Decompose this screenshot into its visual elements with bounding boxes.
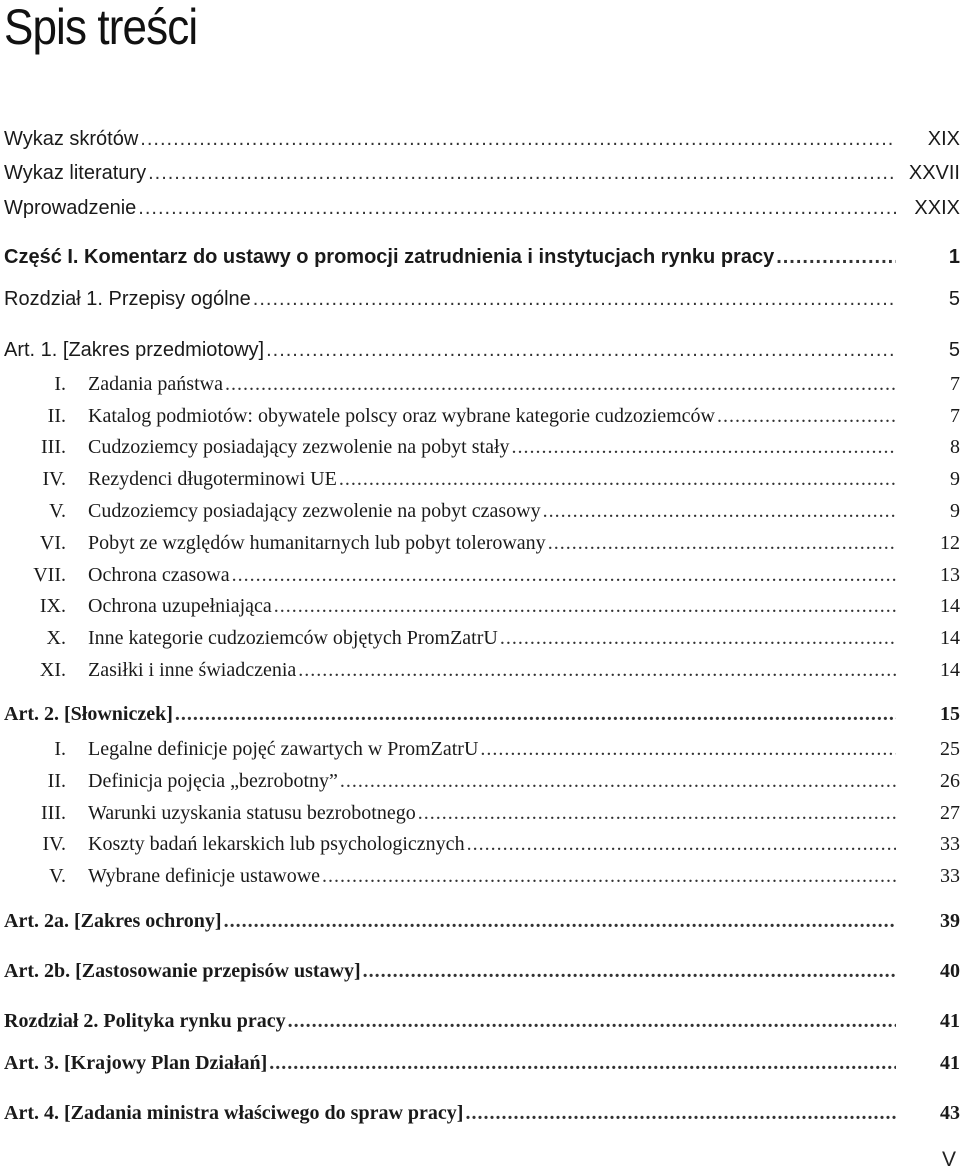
toc-entry-page: 33 bbox=[940, 865, 960, 887]
toc-dot-leader bbox=[480, 735, 896, 763]
toc-entry[interactable] bbox=[4, 862, 960, 890]
toc-entry-page: 7 bbox=[950, 405, 960, 427]
toc-entry-label: Katalog podmiotów: obywatele polscy oraz wybrane kategorie cudzoziemców bbox=[88, 405, 716, 427]
toc-entry[interactable] bbox=[4, 735, 960, 763]
toc-entry-page: XXIX bbox=[914, 197, 960, 219]
toc-dot-leader bbox=[500, 624, 896, 652]
toc-entry-number: VI. bbox=[39, 532, 66, 554]
toc-entry-number: I. bbox=[54, 373, 66, 395]
toc-entry-page: 7 bbox=[950, 373, 960, 395]
toc-entry-page: 41 bbox=[940, 1052, 960, 1074]
toc-entry[interactable] bbox=[4, 125, 960, 153]
toc-entry-label: Cudzoziemcy posiadający zezwolenie na pobyt czasowy bbox=[88, 500, 541, 522]
toc-entry-page: 26 bbox=[940, 770, 960, 792]
toc-entry-page: 39 bbox=[940, 910, 960, 932]
toc-dot-leader bbox=[148, 159, 896, 187]
toc-entry[interactable] bbox=[4, 907, 960, 935]
toc-entry-page: 40 bbox=[940, 960, 960, 982]
toc-entry-label: Wprowadzenie bbox=[4, 197, 137, 219]
toc-entry-number: IV. bbox=[42, 468, 66, 490]
toc-dot-leader bbox=[224, 907, 896, 935]
toc-entry-page: 5 bbox=[948, 288, 960, 310]
page-title: Spis treści bbox=[4, 0, 198, 55]
toc-entry-page: 1 bbox=[948, 246, 960, 268]
toc-entry-label: Art. 2. [Słowniczek] bbox=[4, 703, 173, 725]
toc-dot-leader bbox=[543, 497, 896, 525]
toc-entry[interactable] bbox=[4, 529, 960, 557]
toc-entry[interactable] bbox=[4, 700, 960, 728]
toc-entry-label: Definicja pojęcia „bezrobotny” bbox=[88, 770, 338, 792]
toc-entry[interactable] bbox=[4, 799, 960, 827]
toc-entry[interactable] bbox=[4, 465, 960, 493]
toc-entry-label: Rozdział 1. Przepisy ogólne bbox=[4, 288, 251, 310]
toc-entry-label: Art. 4. [Zadania ministra właściwego do spraw pracy] bbox=[4, 1102, 464, 1124]
toc-entry-page: 25 bbox=[940, 738, 960, 760]
toc-entry[interactable] bbox=[4, 194, 960, 222]
toc-entry-label: Część I. Komentarz do ustawy o promocji zatrudnienia i instytucjach rynku pracy bbox=[4, 246, 775, 268]
toc-dot-leader bbox=[232, 561, 896, 589]
toc-entry-page: 14 bbox=[940, 659, 960, 681]
toc-entry-number: II. bbox=[47, 405, 66, 427]
toc-entry[interactable] bbox=[4, 402, 960, 430]
toc-dot-leader bbox=[717, 402, 896, 430]
toc-entry[interactable] bbox=[4, 592, 960, 620]
toc-entry-page: 5 bbox=[948, 339, 960, 361]
toc-entry[interactable] bbox=[4, 767, 960, 795]
toc-entry-page: 41 bbox=[940, 1010, 960, 1032]
toc-entry-page: XXVII bbox=[908, 162, 960, 184]
toc-entry[interactable] bbox=[4, 561, 960, 589]
toc-entry-page: 13 bbox=[940, 564, 960, 586]
toc-entry-page: 14 bbox=[940, 595, 960, 617]
toc-entry[interactable] bbox=[4, 830, 960, 858]
toc-entry-number: IV. bbox=[42, 833, 66, 855]
toc-dot-leader bbox=[465, 1099, 896, 1127]
toc-dot-leader bbox=[253, 285, 896, 313]
toc-dot-leader bbox=[322, 862, 896, 890]
toc-entry-label: Wybrane definicje ustawowe bbox=[88, 865, 321, 887]
toc-entry[interactable] bbox=[4, 433, 960, 461]
toc-dot-leader bbox=[225, 370, 896, 398]
toc-entry-page: XIX bbox=[927, 128, 960, 150]
toc-entry[interactable] bbox=[4, 243, 960, 271]
toc-entry[interactable] bbox=[4, 957, 960, 985]
toc-entry-label: Wykaz skrótów bbox=[4, 128, 139, 150]
toc-entry-number: II. bbox=[47, 770, 66, 792]
toc-entry-page: 9 bbox=[950, 500, 960, 522]
toc-entry[interactable] bbox=[4, 285, 960, 313]
toc-entry-number: VII. bbox=[33, 564, 66, 586]
toc-dot-leader bbox=[175, 700, 896, 728]
toc-dot-leader bbox=[298, 656, 896, 684]
toc-entry-label: Art. 2b. [Zastosowanie przepisów ustawy] bbox=[4, 960, 361, 982]
toc-entry-label: Wykaz literatury bbox=[4, 162, 147, 184]
toc-entry-label: Ochrona uzupełniająca bbox=[88, 595, 272, 617]
toc-entry-label: Art. 3. [Krajowy Plan Działań] bbox=[4, 1052, 268, 1074]
toc-dot-leader bbox=[776, 243, 896, 271]
toc-dot-leader bbox=[340, 767, 896, 795]
toc-entry-label: Rozdział 2. Polityka rynku pracy bbox=[4, 1010, 286, 1032]
toc-entry-label: Art. 1. [Zakres przedmiotowy] bbox=[4, 339, 265, 361]
toc-dot-leader bbox=[339, 465, 896, 493]
toc-entry-label: Art. 2a. [Zakres ochrony] bbox=[4, 910, 222, 932]
toc-dot-leader bbox=[274, 592, 896, 620]
toc-entry-page: 15 bbox=[940, 703, 960, 725]
toc-entry[interactable] bbox=[4, 656, 960, 684]
toc-entry-page: 27 bbox=[940, 802, 960, 824]
toc-entry-number: X. bbox=[46, 627, 66, 649]
toc-entry-label: Inne kategorie cudzoziemców objętych PromZatrU bbox=[88, 627, 498, 649]
toc-dot-leader bbox=[548, 529, 896, 557]
toc-entry-label: Zasiłki i inne świadczenia bbox=[88, 659, 297, 681]
toc-entry-page: 9 bbox=[950, 468, 960, 490]
toc-entry-page: 12 bbox=[940, 532, 960, 554]
toc-dot-leader bbox=[467, 830, 896, 858]
toc-entry-number: III. bbox=[41, 802, 66, 824]
toc-entry[interactable] bbox=[4, 159, 960, 187]
toc-dot-leader bbox=[512, 433, 896, 461]
toc-entry-page: 43 bbox=[940, 1102, 960, 1124]
toc-entry-number: V. bbox=[49, 500, 66, 522]
toc-dot-leader bbox=[363, 957, 896, 985]
toc-entry[interactable] bbox=[4, 1007, 960, 1035]
toc-entry-label: Cudzoziemcy posiadający zezwolenie na pobyt stały bbox=[88, 436, 510, 458]
toc-entry[interactable] bbox=[4, 1049, 960, 1077]
toc-dot-leader bbox=[288, 1007, 896, 1035]
toc-entry-label: Zadania państwa bbox=[88, 373, 223, 395]
toc-entry[interactable] bbox=[4, 370, 960, 398]
toc-entry-page: 14 bbox=[940, 627, 960, 649]
toc-dot-leader bbox=[266, 336, 896, 364]
toc-entry-number: III. bbox=[41, 436, 66, 458]
toc-entry-label: Legalne definicje pojęć zawartych w PromZatrU bbox=[88, 738, 479, 760]
toc-entry-number: V. bbox=[49, 865, 66, 887]
toc-entry-label: Ochrona czasowa bbox=[88, 564, 230, 586]
toc-entry-number: XI. bbox=[39, 659, 66, 681]
toc-entry-page: 33 bbox=[940, 833, 960, 855]
toc-entry[interactable] bbox=[4, 336, 960, 364]
toc-entry-page: 8 bbox=[950, 436, 960, 458]
toc-entry-label: Rezydenci długoterminowi UE bbox=[88, 468, 337, 490]
toc-entry-label: Koszty badań lekarskich lub psychologicznych bbox=[88, 833, 465, 855]
toc-entry-number: I. bbox=[54, 738, 66, 760]
toc-entry-label: Pobyt ze względów humanitarnych lub pobyt tolerowany bbox=[88, 532, 546, 554]
toc-dot-leader bbox=[140, 125, 896, 153]
page-number-folio: V bbox=[941, 1148, 956, 1171]
toc-entry[interactable] bbox=[4, 1099, 960, 1127]
toc-entry[interactable] bbox=[4, 624, 960, 652]
toc-dot-leader bbox=[138, 194, 896, 222]
toc-entry[interactable] bbox=[4, 497, 960, 525]
toc-entry-label: Warunki uzyskania statusu bezrobotnego bbox=[88, 802, 416, 824]
toc-entry-number: IX. bbox=[39, 595, 66, 617]
toc-dot-leader bbox=[418, 799, 896, 827]
toc-dot-leader bbox=[269, 1049, 896, 1077]
